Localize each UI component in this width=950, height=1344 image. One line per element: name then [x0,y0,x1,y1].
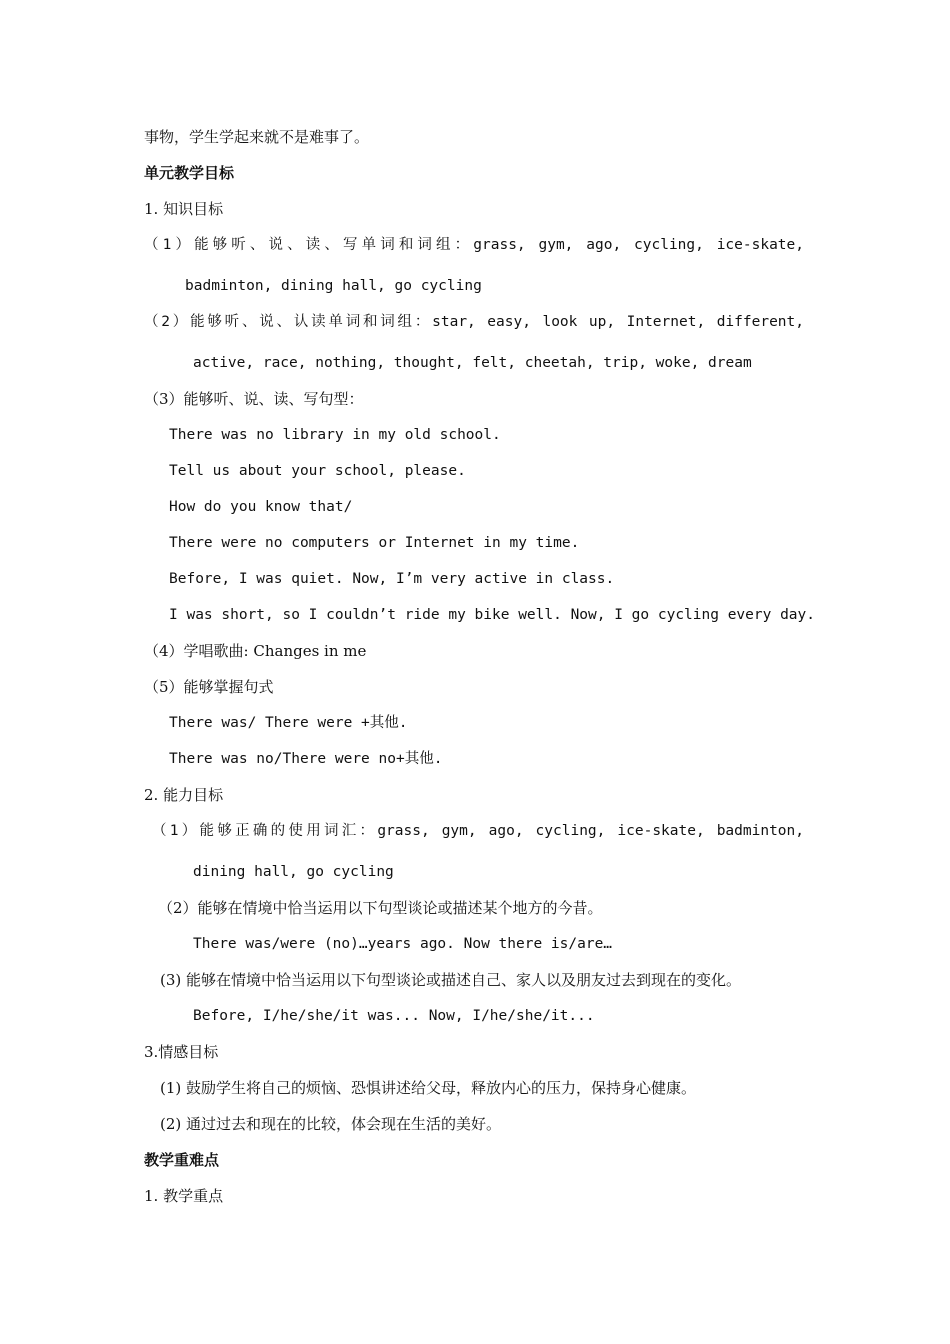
sentence-6: I was short, so I couldn’t ride my bike well. Now, I go cycling every day. [169,607,816,623]
knowledge-item-2-line-1: （2）能够听、说、认读单词和词组：star, easy, look up, Internet, different, [144,314,804,330]
knowledge-goals-title: 1. 知识目标 [144,200,224,218]
knowledge-item-1-line-1: （1）能够听、说、读、写单词和词组：grass, gym, ago, cycling, ice-skate, [144,237,804,253]
sentence-5: Before, I was quiet. Now, I’m very active in class. [169,571,615,587]
intro-end-text: 事物，学生学起来就不是难事了。 [144,128,370,146]
section-heading-key-points: 教学重难点 [144,1151,220,1169]
pattern-1: There was/ There were +其他. [169,715,408,731]
knowledge-item-5: （5）能够掌握句式 [144,678,274,696]
sentence-2: Tell us about your school, please. [169,463,466,479]
emotion-goals-title: 3.情感目标 [144,1043,219,1061]
section-heading-goals: 单元教学目标 [144,164,235,182]
sentence-1: There was no library in my old school. [169,427,501,443]
pattern-2: There was no/There were no+其他. [169,751,443,767]
ability-item-3-pattern: Before, I/he/she/it was... Now, I/he/she/it... [193,1008,595,1024]
emotion-item-2: (2) 通过过去和现在的比较，体会现在生活的美好。 [160,1115,502,1133]
knowledge-item-2-line-2: active, race, nothing, thought, felt, cheetah, trip, woke, dream [193,355,752,371]
ability-item-1-line-1: （1）能够正确的使用词汇：grass, gym, ago, cycling, ice-skate, badminton, [152,823,804,839]
emotion-item-1: (1) 鼓励学生将自己的烦恼、恐惧讲述给父母，释放内心的压力，保持身心健康。 [160,1079,697,1097]
key-points-title: 1. 教学重点 [144,1187,224,1205]
knowledge-item-3: （3）能够听、说、读、写句型： [144,390,364,408]
knowledge-item-4: （4）学唱歌曲: Changes in me [144,642,367,660]
sentence-4: There were no computers or Internet in my time. [169,535,580,551]
sentence-3: How do you know that/ [169,499,353,515]
ability-item-2-pattern: There was/were (no)…years ago. Now there is/are… [193,936,613,952]
ability-item-3: (3) 能够在情境中恰当运用以下句型谈论或描述自己、家人以及朋友过去到现在的变化。 [160,971,742,989]
ability-item-1-line-2: dining hall, go cycling [193,864,394,880]
knowledge-item-1-line-2: badminton, dining hall, go cycling [185,278,482,294]
ability-goals-title: 2. 能力目标 [144,786,224,804]
ability-item-2: （2）能够在情境中恰当运用以下句型谈论或描述某个地方的今昔。 [158,899,603,917]
